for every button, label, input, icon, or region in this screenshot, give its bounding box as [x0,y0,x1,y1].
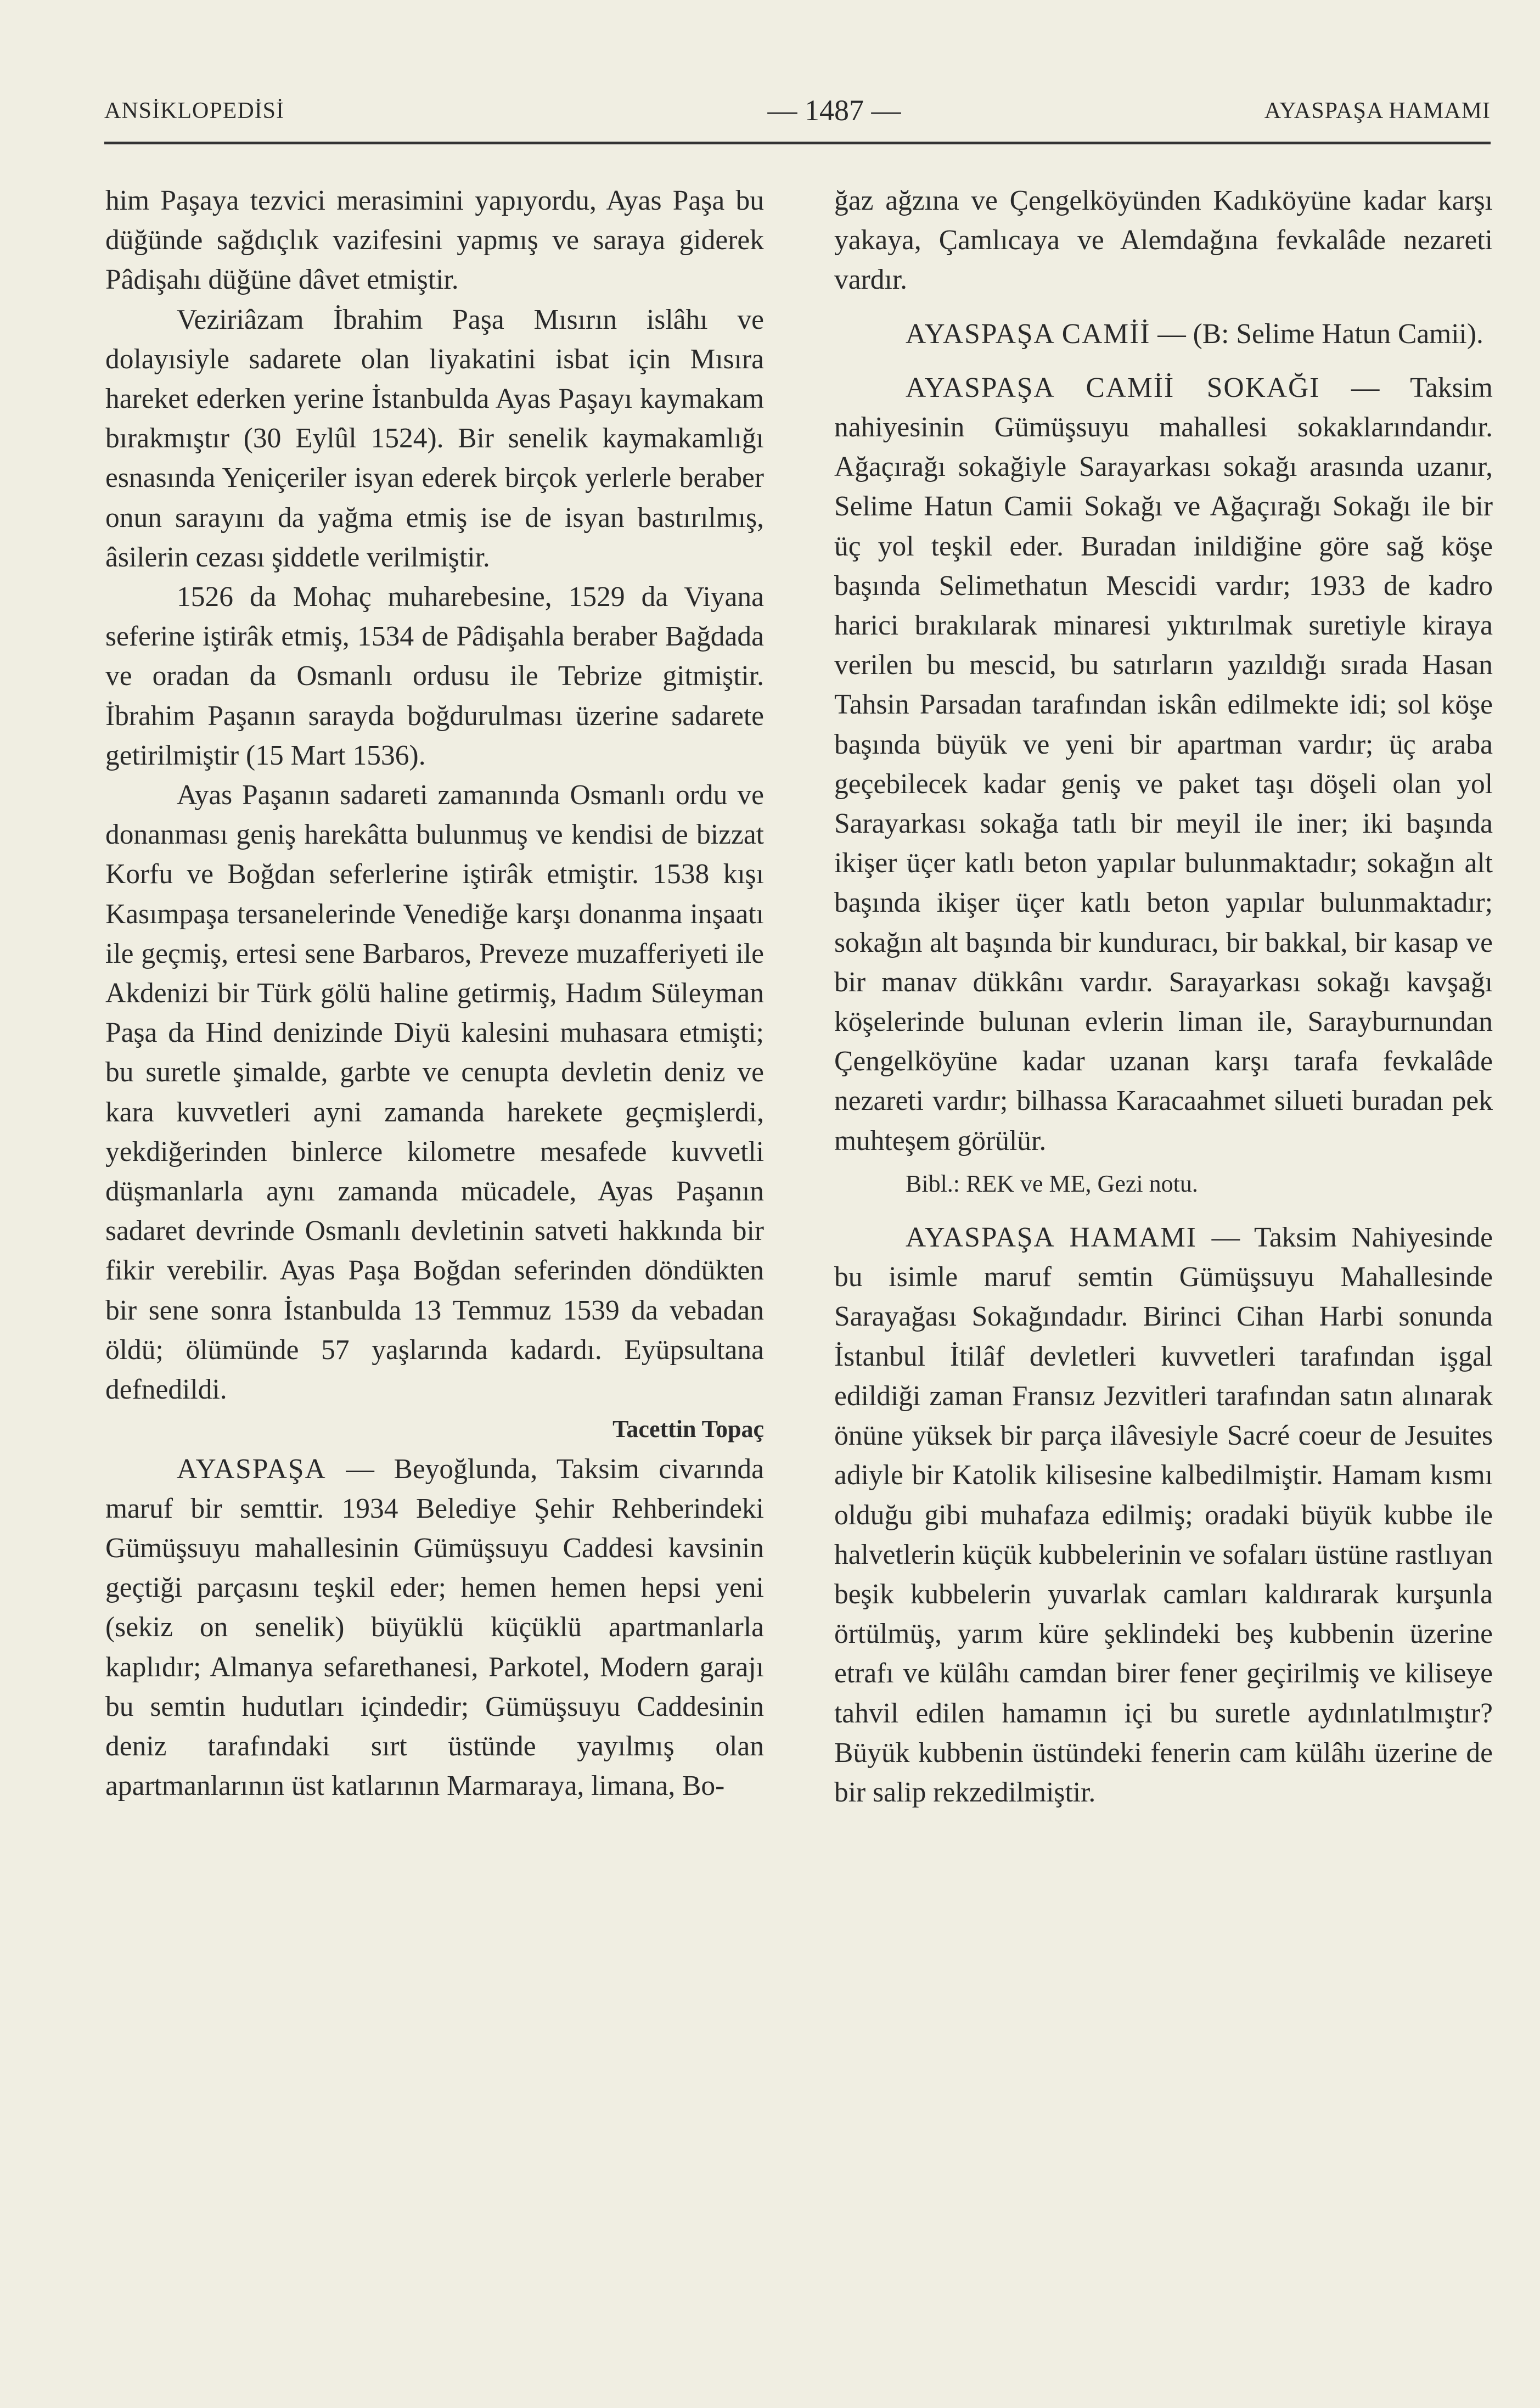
bibliography: Bibl.: REK ve ME, Gezi notu. [906,1170,1198,1197]
entry-text: — Taksim nahiyesinin Gümüşsuyu mahallesi sokaklarındandır. Ağaçırağı sokağiyle Sarayarkası sokağı arasında uzanır, Selime Hatun Camii Sokağı ve Ağaçırağı Sokağı ile bir üç yol teşkil eder. Buradan inildiğine göre sağ köşe başında Selimethatun Mescidi vardır; 1933 de kadro harici bırakılarak minaresi yıktırılmak suretiyle kiraya verilen bu mescid, bu satırların yazıldığı sırada Hasan Tahsin Parsadan tarafından iskân edilmekte idi; sol köşe başında büyük ve yeni bir apartman vardır; üç araba geçebilecek kadar geniş ve paket taşı döşeli olan yol Sarayarkası sokağa tatlı bir meyil ile iner; iki başında ikişer üçer katlı beton yapılar bulunmaktadır; sokağın alt başında ikişer üçer katlı beton yapılar bulunmaktadır; sokağın alt başında bir kunduracı, bir bakkal, bir kasap ve bir manav dükkânı vardır. Sarayarkası sokağı kavşağı köşelerinde bulunan evlerin liman ile, Sarayburnundan Çengelköyüne kadar uzanan karşı tarafa fevkalâde nezareti vardır; bilhassa Karacaahmet silueti buradan pek muhteşem görülür. [834,372,1493,1157]
right-column [834,181,1493,1812]
paragraph: 1526 da Mohaç muharebesine, 1529 da Viyana seferine iştirâk etmiş, 1534 de Pâdişahla beraber Bağdada ve oradan da Osmanlı ordusu ile Tebrize gitmiştir. İbrahim Paşanın sarayda boğdurulması üzerine sadarete getirilmiştir (15 Mart 1536). [105,581,764,771]
left-column [105,181,764,1806]
entry-ayaspasa-camii-sokagi [834,368,1493,1161]
header-left-title: ANSİKLOPEDİSİ [104,98,284,124]
entry-ayaspasa-camii [834,315,1493,354]
entry-heading: AYASPAŞA CAMİİ [906,318,1151,350]
entry-heading: AYASPAŞA HAMAMI [906,1222,1197,1254]
entry-text: — (B: Selime Hatun Camii). [1150,318,1483,350]
header-rule [104,142,1491,144]
entry-text: — Beyoğlunda, Taksim civarında maruf bir semttir. 1934 Belediye Şehir Rehberindeki Gümüşsuyu mahallesinin Gümüşsuyu Caddesi kavsinin geçtiği parçasını teşkil eder; hemen hemen hepsi yeni (sekiz on senelik) büyüklü küçüklü apartmanlarla kaplıdır; Almanya sefarethanesi, Parkotel, Modern garajı bu semtin hudutları içindedir; Gümüşsuyu Caddesinin deniz tarafındaki sırt üstünde yayılmış olan apartmanlarının üst katlarının Marmaraya, limana, Bo- [105,1453,764,1802]
paragraph: Ayas Paşanın sadareti zamanında Osmanlı ordu ve donanması geniş harekâtta bulunmuş ve kendisi de bizzat Korfu ve Boğdan seferlerine iştirâk etmiştir. 1538 kışı Kasımpaşa tersanelerinde Venediğe karşı donanma inşaatı ile geçmiş, ertesi sene Barbaros, Preveze muzafferiyeti ile Akdenizi bir Türk gölü haline getirmiş, Hadım Süleyman Paşa da Hind denizinde Diyü kalesini muhasara etmişti; bu suretle şimalde, garbte ve cenupta devletin deniz ve kara kuvvetleri ayni zamanda harekete geçmişlerdi, yekdiğerinden binlerce kilometre mesafede kuvvetli düşmanlarla aynı zamanda mücadele, Ayas Paşanın sadaret devrinde Osmanlı devletinin satveti hakkında bir fikir verebilir. Ayas Paşa Boğdan seferinden döndükten bir sene sonra İstanbulda 13 Temmuz 1539 da vebadan öldü; ölümünde 57 yaşlarında kadardı. Eyüpsultana defnedildi. [105,779,764,1406]
author-signature: Tacettin Topaç [612,1416,764,1443]
page-header [104,93,1491,143]
entry-ayaspasa-hamami [834,1218,1493,1812]
paragraph: him Paşaya tezvici merasimini yapıyordu, Ayas Paşa bu düğünde sağdıçlık vazifesini yapmış ve saraya giderek Pâdişahı düğüne dâvet etmiştir. [105,185,764,296]
entry-heading: AYASPAŞA CAMİİ SOKAĞI [906,372,1320,403]
page-number: — 1487 — [767,94,901,127]
entry-text: — Taksim Nahiyesinde bu isimle maruf semtin Gümüşsuyu Mahallesinde Sarayağası Sokağındadır. Birinci Cihan Harbi sonunda İstanbul İtilâf devletleri kuvvetleri tarafından işgal edildiği zaman Fransız Jezvitleri tarafından satın alınarak önüne yüksek bir parça ilâvesiyle Sacré coeur de Jesuites adiyle bir Katolik kilisesine kalbedilmiştir. Hamam kısmı olduğu gibi muhafaza edilmiş; oradaki büyük kubbe ile halvetlerin küçük kubbelerinin ve sofaları üstüne rastlıyan beşik kubbelerin yuvarlak camları kaldırarak kurşunla örtülmüş, yarım küre şeklindeki beş kubbenin üzerine etrafı ve külâhı camdan birer fener geçirilmiş ve kiliseye tahvil edilen hamamın içi bu suretle aydınlatılmıştır? Büyük kubbenin üstündeki fenerin cam külâhı üzerine de bir salip rekzedilmiştir. [834,1222,1493,1808]
entry-ayaspasa [105,1450,764,1806]
header-right-title: AYASPAŞA HAMAMI [1264,98,1491,124]
entry-heading: AYASPAŞA [177,1453,327,1485]
paragraph: ğaz ağzına ve Çengelköyünden Kadıköyüne kadar karşı yakaya, Çamlıcaya ve Alemdağına fevkalâde nezareti vardır. [834,185,1493,296]
paragraph: Veziriâzam İbrahim Paşa Mısırın islâhı ve dolayısiyle sadarete olan liyakatini isbat için Mısıra hareket ederken yerine İstanbulda Ayas Paşayı kaymakam bırakmıştır (30 Eylûl 1524). Bir senelik kaymakamlığı esnasında Yeniçeriler isyan ederek birçok yerlerle beraber onun sarayını da yağma etmiş ise de isyan bastırılmış, âsilerin cezası şiddetle verilmiştir. [105,304,764,573]
